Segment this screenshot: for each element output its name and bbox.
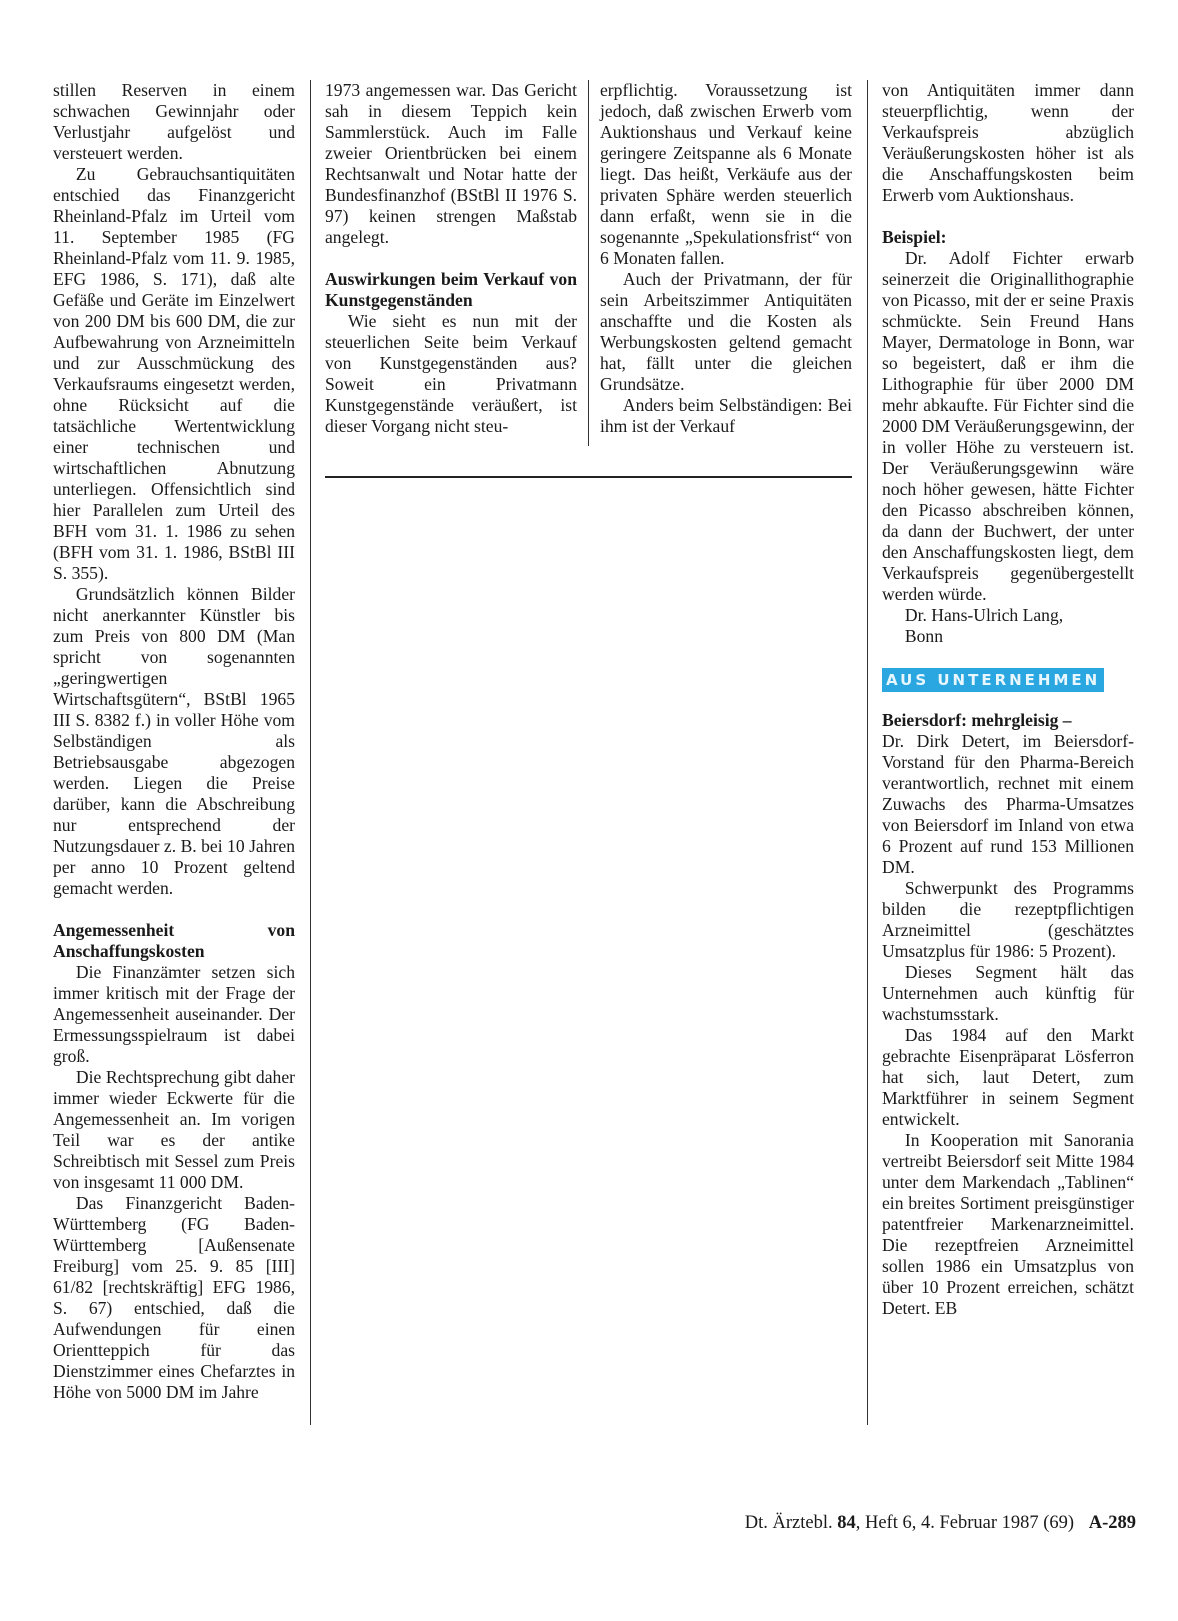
article-column-2: [325, 80, 577, 437]
author-signature: Dr. Hans-Ulrich Lang,: [904, 605, 1064, 625]
paragraph: stillen Reserven in einem schwachen Gewinnjahr oder Verlustjahr aufgelöst und versteuert werden.: [53, 80, 295, 163]
section-heading: Beispiel:: [882, 227, 947, 247]
section-banner: AUS UNTERNEHMEN: [882, 668, 1104, 692]
paragraph: 1973 angemessen war. Das Gericht sah in diesem Teppich kein Sammlerstück. Auch im Falle zweier Orientbrücken bei einem Rechtsanwalt und Notar hatte der Bundesfinanzhof (BStBl II 1976 S. 97) keinen strengen Maßstab angelegt.: [325, 80, 577, 247]
paragraph: In Kooperation mit Sanorania vertreibt Beiersdorf seit Mitte 1984 unter dem Markendach „Tablinen“ ein breites Sortiment preisgünstiger patentfreier Markenarzneimittel. Die rezeptfreien Arzneimittel sollen 1986 ein Umsatzplus von über 10 Prozent erreichen, schätzt Detert. EB: [882, 1130, 1134, 1318]
article-column-3: [600, 80, 852, 437]
column-divider: [588, 80, 589, 446]
paragraph: erpflichtig. Voraussetzung ist jedoch, daß zwischen Erwerb vom Auktionshaus und Verkauf keine geringere Zeitspanne als 6 Monate liegt. Das heißt, Verkäufe aus der privaten Sphäre werden steuerlich dann erfaßt, wenn sie in die sogenannte „Spekulationsfrist“ von 6 Monaten fallen.: [600, 80, 852, 268]
paragraph: Die Finanzämter setzen sich immer kritisch mit der Frage der Angemessenheit auseinander. Der Ermessungsspielraum ist dabei groß.: [53, 962, 295, 1066]
paragraph: Schwerpunkt des Programms bilden die rezeptpflichtigen Arzneimittel (geschätztes Umsatzplus für 1986: 5 Prozent).: [882, 878, 1134, 961]
paragraph: Auch der Privatmann, der für sein Arbeitszimmer Antiquitäten anschaffte und die Kosten als Werbungskosten geltend gemacht hat, fällt unter die gleichen Grundsätze.: [600, 269, 852, 394]
journal-name: Dt. Ärztebl.: [744, 1513, 833, 1533]
page-footer: [640, 1513, 1136, 1534]
article-end-rule: [325, 476, 852, 478]
paragraph: Dr. Dirk Detert, im Beiersdorf-Vorstand für den Pharma-Bereich verantwortlich, rechnet mit einem Zuwachs des Pharma-Umsatzes von Beiersdorf im Inland von etwa 6 Prozent auf rund 153 Millionen DM.: [882, 731, 1134, 877]
paragraph: Wie sieht es nun mit der steuerlichen Seite beim Verkauf von Kunstgegenständen aus? Soweit ein Privatmann Kunstgegenstände veräußert, ist dieser Vorgang nicht steu-: [325, 311, 577, 436]
paragraph: Dieses Segment hält das Unternehmen auch künftig für wachstumsstark.: [882, 962, 1134, 1024]
page-number: A-289: [1088, 1513, 1136, 1533]
paragraph: Anders beim Selbständigen: Bei ihm ist der Verkauf: [600, 395, 852, 436]
paragraph: Dr. Adolf Fichter erwarb seinerzeit die Originallithographie von Picasso, mit der er seine Praxis schmückte. Sein Freund Hans Mayer, Dermatologe in Bonn, war so begeistert, daß er ihm die Lithographie für über 2000 DM mehr abkaufte. Für Fichter sind die 2000 DM Veräußerungsgewinn, der in voller Höhe zu versteuern ist. Der Veräußerungsgewinn wäre noch höher gewesen, hätte Fichter den Picasso abschreiben können, da dann der Buchwert, der unter den Anschaffungskosten liegt, dem Verkaufspreis gegenübergestellt werden würde.: [882, 248, 1134, 604]
article-column-1: [53, 80, 295, 1403]
section-heading: Angemessenheit von Anschaffungskosten: [53, 920, 295, 961]
paragraph: Zu Gebrauchsantiquitäten entschied das Finanzgericht Rheinland-Pfalz im Urteil vom 11. September 1985 (FG Rheinland-Pfalz vom 11. 9. 1985, EFG 1986, S. 171), daß alte Gefäße und Geräte im Einzelwert von 200 DM bis 600 DM, die zur Aufbewahrung von Arzneimitteln und zur Ausschmückung des Verkaufsraums eingesetzt werden, ohne Rücksicht auf die tatsächliche Wertentwicklung einer technischen und wirtschaftlichen Abnutzung unterliegen. Offensichtlich sind hier Parallelen zum Urteil des BFH vom 31. 1. 1986 zu sehen (BFH vom 31. 1. 1986, BStBl III S. 355).: [53, 164, 295, 583]
news-heading: Beiersdorf: mehrgleisig –: [882, 710, 1072, 730]
paragraph: Das 1984 auf den Markt gebrachte Eisenpräparat Lösferron hat sich, laut Detert, zum Marktführer in seinem Segment entwickelt.: [882, 1025, 1134, 1129]
article-column-4: [882, 80, 1134, 1319]
section-heading: Auswirkungen beim Verkauf von Kunstgegenständen: [325, 269, 577, 310]
journal-volume: 84: [837, 1513, 856, 1533]
journal-issue: , Heft 6, 4. Februar 1987 (69): [855, 1513, 1075, 1533]
author-city: Bonn: [904, 626, 944, 646]
paragraph: von Antiquitäten immer dann steuerpflichtig, wenn der Verkaufspreis abzüglich Veräußerungskosten höher ist als die Anschaffungskosten beim Erwerb vom Auktionshaus.: [882, 80, 1134, 205]
column-divider: [310, 80, 311, 1425]
column-divider: [867, 80, 868, 1425]
paragraph: Die Rechtsprechung gibt daher immer wieder Eckwerte für die Angemessenheit an. Im vorigen Teil war es der antike Schreibtisch mit Sessel zum Preis von insgesamt 11 000 DM.: [53, 1067, 295, 1192]
paragraph: Das Finanzgericht Baden-Württemberg (FG Baden-Württemberg [Außensenate Freiburg] vom 25. 9. 85 [III] 61/82 [rechtskräftig] EFG 1986, S. 67) entschied, daß die Aufwendungen für einen Orientteppich für das Dienstzimmer eines Chefarztes in Höhe von 5000 DM im Jahre: [53, 1193, 295, 1402]
paragraph: Grundsätzlich können Bilder nicht anerkannter Künstler bis zum Preis von 800 DM (Man spricht von sogenannten „geringwertigen Wirtschaftsgütern“, BStBl 1965 III S. 8382 f.) in voller Höhe vom Selbständigen als Betriebsausgabe abgezogen werden. Liegen die Preise darüber, kann die Abschreibung nur entsprechend der Nutzungsdauer z. B. bei 10 Jahren per anno 10 Prozent geltend gemacht werden.: [53, 584, 295, 898]
